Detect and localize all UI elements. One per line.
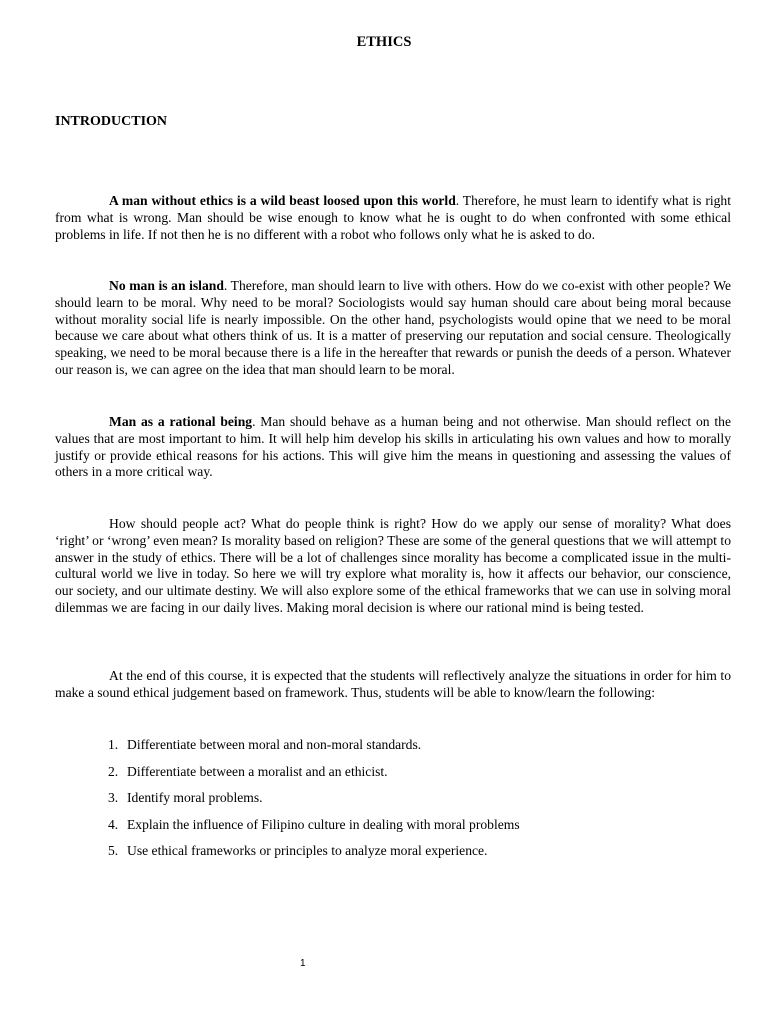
list-item-number: 1. bbox=[108, 737, 119, 752]
list-item-number: 5. bbox=[108, 843, 119, 859]
section-heading: INTRODUCTION bbox=[55, 114, 168, 129]
paragraph-body: How should people act? What do people think is right? How do we apply our sense of morality? What does ‘right’ or ‘wrong’ even mean? Is morality based on religion? These are some of the general questions that we will attempt to answer in the study of ethics. There will be a lot of challenges since morality has become a complicated issue in the multi-cultural world we live in today. So here we will try explore what morality is, how it affects our behavior, our conscience, our society, and our ultimate destiny. We will also explore some of the ethical frameworks that we can use in solving moral dilemmas we are facing in our daily lives. Making moral decision is where our rational mind is being tested. bbox=[55, 516, 731, 615]
page-number: 1 bbox=[300, 958, 306, 969]
list-item-number: 4. bbox=[108, 816, 119, 832]
list-item-text: Explain the influence of Filipino culture in dealing with moral problems bbox=[127, 816, 520, 832]
list-item-text: Use ethical frameworks or principles to analyze moral experience. bbox=[127, 843, 488, 859]
list-item bbox=[108, 843, 520, 870]
paragraph-body: . Therefore, man should learn to live with others. How do we co-exist with other people? We should learn to be moral. Why need to be moral? Sociologists would say human should care about being moral because without morality social life is nearly impossible. On the other hand, psychologists would opine that we need to be moral because we care about what others think of us. It is a matter of preserving our reputation and social censure. Theologically speaking, we need to be moral because there is a life in the hereafter that rewards or punish the deeds of a person. Whatever our reason is, we can agree on the idea that man should learn to be moral. bbox=[55, 278, 731, 377]
paragraph-no-man-island bbox=[55, 278, 731, 379]
list-item-number: 2. bbox=[108, 763, 119, 779]
list-item bbox=[108, 764, 520, 791]
list-item bbox=[108, 817, 520, 844]
list-item-text: Identify moral problems. bbox=[127, 790, 263, 806]
paragraph-body: . Man should behave as a human being and not otherwise. Man should reflect on the values that are most important to him. It will help him develop his skills in articulating his own values and how to morally justify or provide ethical reasons for his actions. This will give him the means in questioning and assessing the values of others in a more critical way. bbox=[55, 414, 731, 480]
document-title: ETHICS bbox=[356, 34, 412, 50]
paragraph-body: At the end of this course, it is expected that the students will reflectively analyze the situations in order for him to make a sound ethical judgement based on framework. Thus, students will be able to know/learn the following: bbox=[55, 668, 731, 700]
list-item bbox=[108, 737, 520, 764]
paragraph-body: . Therefore, he must learn to identify what is right from what is wrong. Man should be wise enough to know what he is ought to do when confronted with some ethical problems in life. If not then he is no different with a robot who follows only what he is asked to do. bbox=[55, 193, 732, 242]
paragraph-ethics-beast bbox=[55, 193, 731, 243]
paragraph-rational-being bbox=[55, 414, 731, 481]
list-item-number: 3. bbox=[108, 790, 119, 806]
paragraph-lead: Man as a rational being bbox=[109, 414, 253, 429]
paragraph-lead: A man without ethics is a wild beast loosed upon this world bbox=[109, 193, 456, 208]
paragraph-course-expectations bbox=[55, 668, 731, 702]
list-item bbox=[108, 790, 520, 817]
list-item-text: Differentiate between a moralist and an ethicist. bbox=[127, 763, 388, 779]
paragraph-how-should-people-act bbox=[55, 516, 731, 617]
learning-objectives-list bbox=[108, 737, 520, 870]
paragraph-lead: No man is an island bbox=[109, 278, 224, 293]
list-item-text: Differentiate between moral and non-moral standards. bbox=[127, 737, 422, 752]
